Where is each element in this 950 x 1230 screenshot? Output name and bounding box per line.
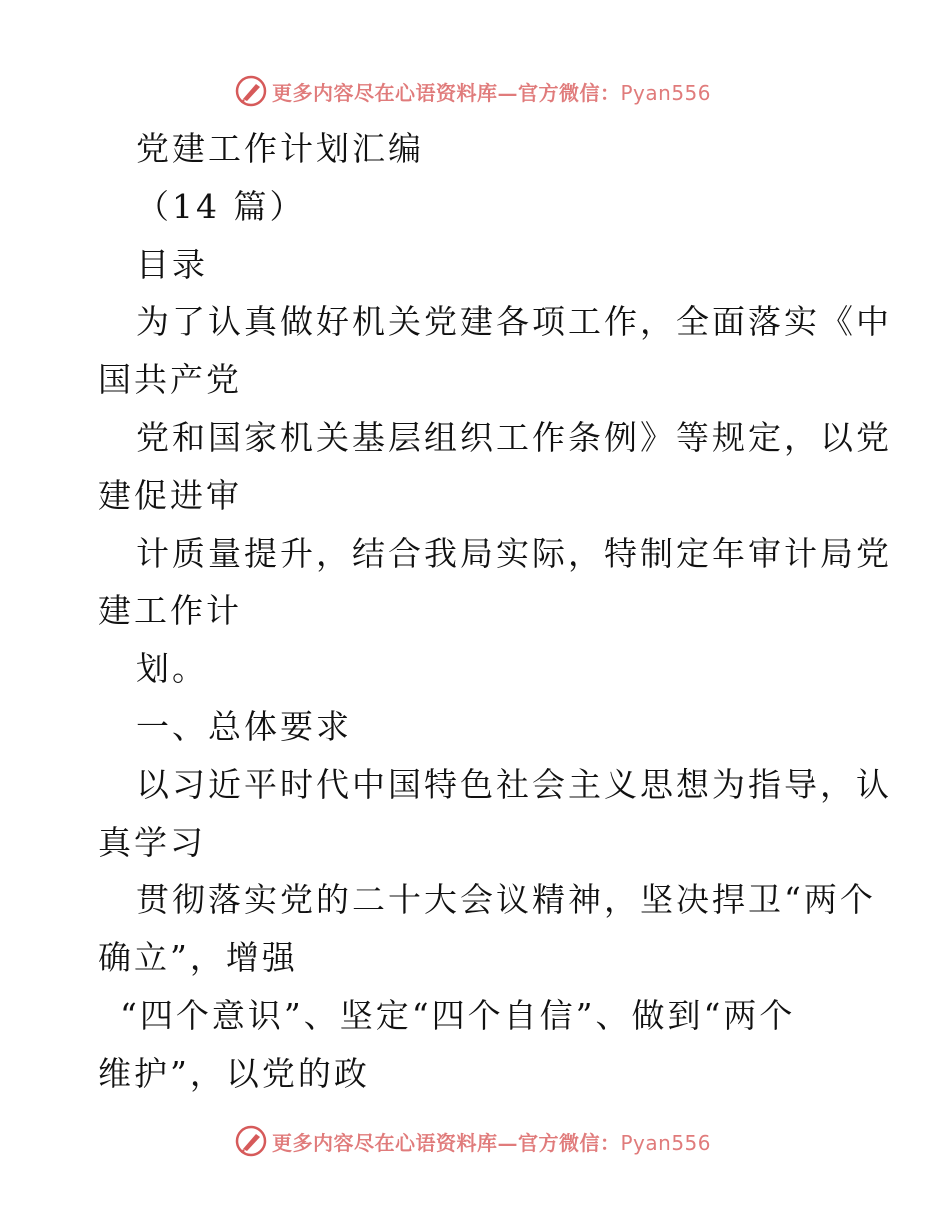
paragraph-line: 确立”，增强 [98, 938, 298, 978]
document-title: 党建工作计划汇编 [136, 129, 424, 168]
paragraph-line: 真学习 [98, 822, 206, 862]
paragraph-line: 以习近平时代中国特色社会主义思想为指导，认 [136, 764, 892, 804]
document-subtitle: （14 篇） [136, 186, 306, 226]
paragraph-line: “四个意识”、坚定“四个自信”、做到“两个 [120, 995, 796, 1035]
paragraph-line: 贯彻落实党的二十大会议精神，坚决捍卫“两个 [136, 880, 876, 920]
paragraph-line: 维护”，以党的政 [98, 1053, 370, 1093]
header-watermark [234, 71, 711, 111]
watermark-text: 更多内容尽在心语资料库—官方微信：Pyan556 [272, 1130, 712, 1155]
toc-heading: 目录 [136, 244, 208, 284]
paragraph-line: 计质量提升，结合我局实际，特制定年审计局党 [136, 533, 892, 573]
paragraph-line: 划。 [136, 649, 208, 689]
document-body [98, 120, 892, 1103]
paragraph-line: 建促进审 [98, 475, 242, 515]
paragraph-line: 国共产党 [98, 360, 242, 400]
watermark-wechat-id: Pyan556 [620, 1130, 712, 1155]
watermark-text: 更多内容尽在心语资料库—官方微信：Pyan556 [272, 80, 712, 105]
section-heading: 一、总体要求 [136, 706, 352, 746]
paragraph-line: 党和国家机关基层组织工作条例》等规定，以党 [136, 417, 892, 457]
watermark-wechat-id: Pyan556 [620, 80, 712, 105]
footer-watermark [234, 1121, 711, 1161]
paragraph-line: 为了认真做好机关党建各项工作，全面落实《中 [136, 302, 892, 342]
pen-logo-icon [234, 74, 268, 108]
paragraph-line: 建工作计 [98, 591, 242, 631]
pen-logo-icon [234, 1124, 268, 1158]
